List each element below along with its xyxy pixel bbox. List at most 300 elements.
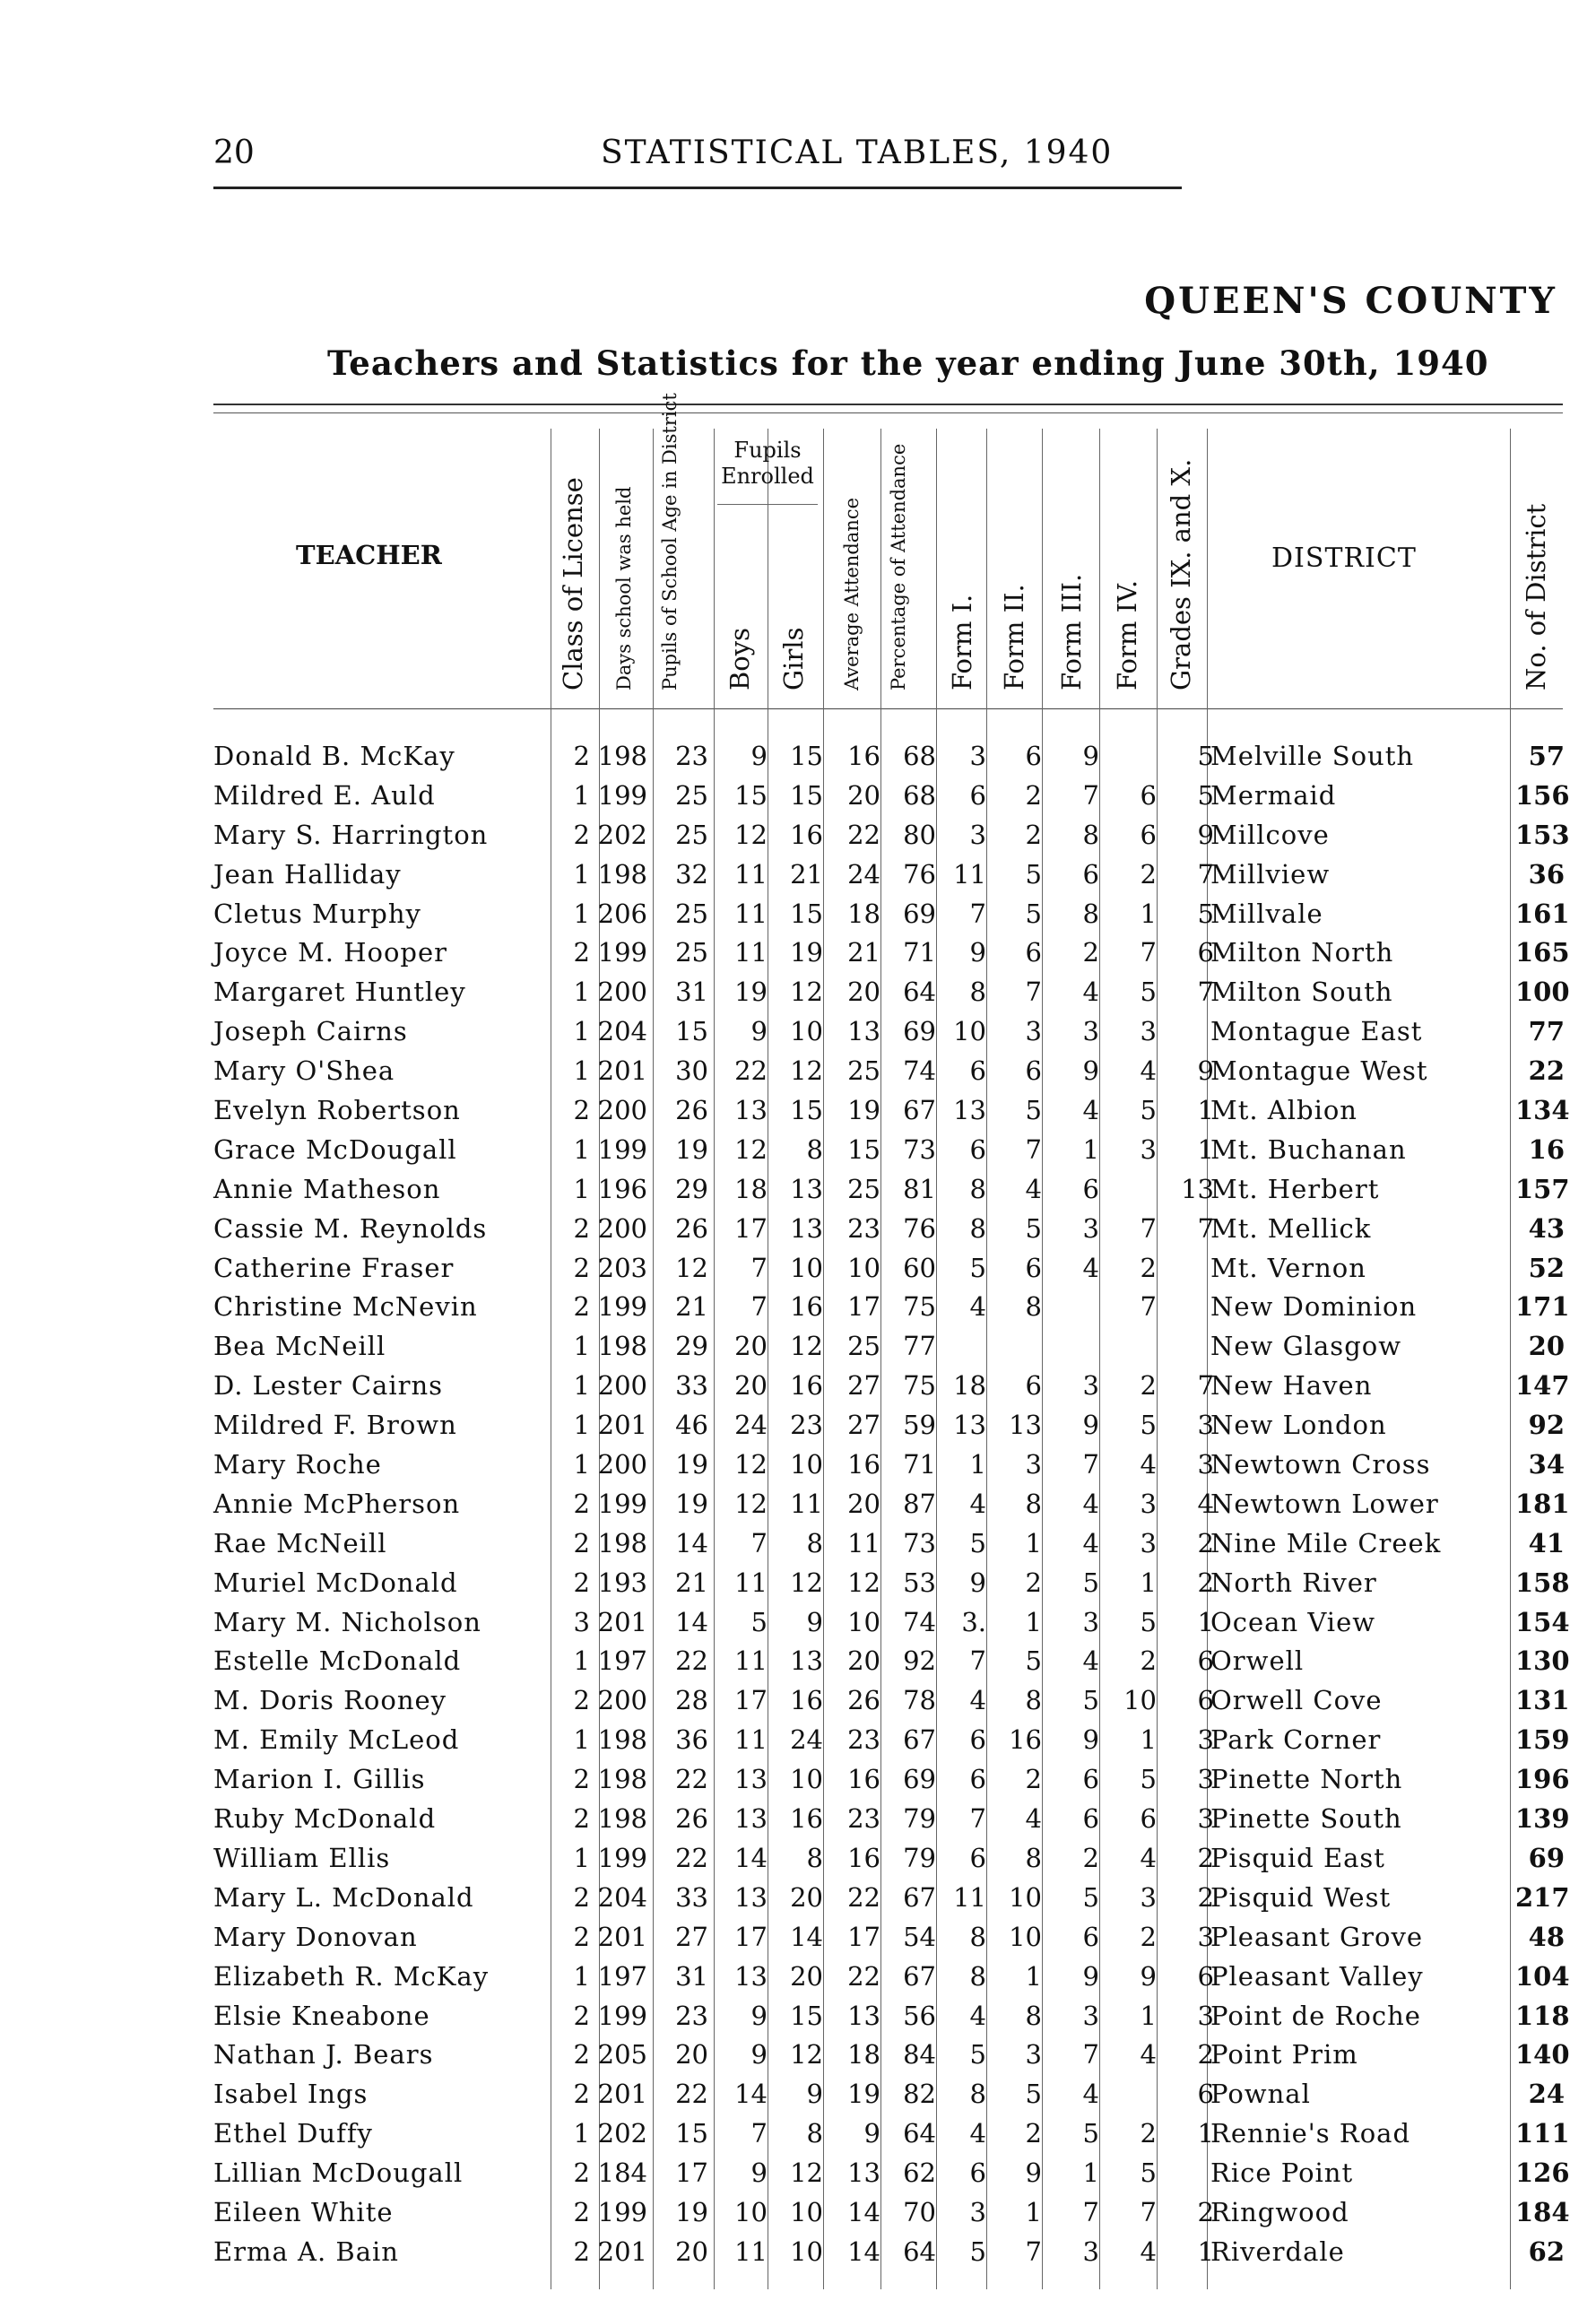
cell-days: 202 xyxy=(597,819,647,850)
cell-f2: 5 xyxy=(1025,898,1042,929)
cell-grades: 7 xyxy=(1197,858,1214,890)
cell-license: 1 xyxy=(573,1724,590,1756)
cell-f3: 3 xyxy=(1082,1212,1099,1244)
cell-days: 201 xyxy=(597,1410,647,1441)
cell-girls: 10 xyxy=(790,2236,823,2267)
cell-license: 1 xyxy=(573,1331,590,1362)
cell-f3: 4 xyxy=(1082,1095,1099,1126)
cell-district: Millcove xyxy=(1210,819,1330,850)
cell-f3: 7 xyxy=(1082,779,1099,811)
cell-grades: 1 xyxy=(1197,1095,1214,1126)
cell-f1: 4 xyxy=(969,1291,986,1323)
cell-teacher: Elsie Kneabone xyxy=(213,2000,430,2031)
cell-license: 1 xyxy=(573,977,590,1008)
cell-f4: 1 xyxy=(1140,1567,1157,1598)
cell-f3: 3 xyxy=(1082,2000,1099,2031)
cell-f1: 11 xyxy=(953,1881,986,1913)
cell-f2: 10 xyxy=(1009,1881,1042,1913)
cell-district: Ringwood xyxy=(1210,2196,1349,2227)
cell-teacher: Mary M. Nicholson xyxy=(213,1606,481,1637)
cell-pct: 67 xyxy=(903,1095,936,1126)
cell-boys: 11 xyxy=(734,1567,768,1598)
cell-avg: 23 xyxy=(847,1212,880,1244)
cell-girls: 12 xyxy=(790,1331,823,1362)
cell-no: 100 xyxy=(1515,977,1570,1008)
cell-boys: 13 xyxy=(734,1960,768,1992)
cell-no: 217 xyxy=(1515,1881,1570,1913)
cell-district: Pleasant Valley xyxy=(1210,1960,1424,1992)
cell-teacher: Lillian McDougall xyxy=(213,2157,464,2189)
cell-teacher: D. Lester Cairns xyxy=(213,1370,444,1402)
cell-avg: 14 xyxy=(847,2236,880,2267)
cell-boys: 7 xyxy=(750,1291,768,1323)
cell-f1: 7 xyxy=(969,1803,986,1835)
cell-f3: 6 xyxy=(1082,1803,1099,1835)
cell-boys: 14 xyxy=(734,1842,768,1873)
cell-teacher: William Ellis xyxy=(213,1842,391,1873)
cell-district: Mt. Buchanan xyxy=(1210,1133,1407,1165)
cell-days: 206 xyxy=(597,898,647,929)
cell-days: 196 xyxy=(597,1173,647,1204)
cell-f1: 5 xyxy=(969,2039,986,2071)
cell-pct: 69 xyxy=(903,1016,936,1047)
cell-age: 22 xyxy=(675,2079,708,2110)
cell-no: 154 xyxy=(1515,1606,1570,1637)
cell-f2: 1 xyxy=(1025,1527,1042,1558)
cell-avg: 18 xyxy=(847,2039,880,2071)
cell-teacher: Erma A. Bain xyxy=(213,2236,399,2267)
table-row xyxy=(0,1843,1596,1882)
cell-f2: 6 xyxy=(1025,1370,1042,1402)
cell-license: 2 xyxy=(573,1212,590,1244)
cell-girls: 16 xyxy=(790,1291,823,1323)
cell-f3: 6 xyxy=(1082,1764,1099,1795)
table-row xyxy=(0,1370,1596,1410)
cell-boys: 13 xyxy=(734,1764,768,1795)
cell-district: North River xyxy=(1210,1567,1377,1598)
cell-f2: 6 xyxy=(1025,1252,1042,1283)
cell-boys: 17 xyxy=(734,1685,768,1716)
cell-avg: 20 xyxy=(847,779,880,811)
cell-teacher: Ruby McDonald xyxy=(213,1803,437,1835)
cell-f2: 4 xyxy=(1025,1803,1042,1835)
cell-pct: 84 xyxy=(903,2039,936,2071)
cell-f3: 3 xyxy=(1082,1370,1099,1402)
cell-f2: 8 xyxy=(1025,2000,1042,2031)
cell-license: 2 xyxy=(573,2039,590,2071)
cell-girls: 12 xyxy=(790,977,823,1008)
cell-boys: 9 xyxy=(750,1016,768,1047)
cell-avg: 12 xyxy=(847,1567,880,1598)
cell-license: 1 xyxy=(573,898,590,929)
cell-license: 1 xyxy=(573,1410,590,1441)
cell-days: 200 xyxy=(597,1095,647,1126)
cell-f4: 10 xyxy=(1123,1685,1157,1716)
teacher-table-body xyxy=(0,741,1596,2276)
cell-f4: 4 xyxy=(1140,2039,1157,2071)
cell-age: 26 xyxy=(675,1212,708,1244)
cell-no: 196 xyxy=(1515,1764,1570,1795)
cell-f2: 6 xyxy=(1025,937,1042,968)
cell-grades: 3 xyxy=(1197,2000,1214,2031)
cell-district: New Haven xyxy=(1210,1370,1373,1402)
pupils-enrolled-rule xyxy=(717,504,818,505)
cell-f1: 8 xyxy=(969,1212,986,1244)
cell-no: 16 xyxy=(1528,1133,1565,1165)
cell-days: 201 xyxy=(597,1921,647,1952)
cell-days: 200 xyxy=(597,1449,647,1480)
cell-no: 126 xyxy=(1515,2157,1570,2189)
cell-teacher: Nathan J. Bears xyxy=(213,2039,434,2071)
cell-teacher: Annie Matheson xyxy=(213,1173,441,1204)
cell-age: 15 xyxy=(675,1016,708,1047)
cell-license: 1 xyxy=(573,1842,590,1873)
table-row xyxy=(0,1803,1596,1843)
cell-age: 21 xyxy=(675,1567,708,1598)
cell-teacher: Mary Donovan xyxy=(213,1921,418,1952)
cell-no: 41 xyxy=(1528,1527,1565,1558)
cell-avg: 20 xyxy=(847,1488,880,1519)
cell-f2: 3 xyxy=(1025,1016,1042,1047)
cell-grades: 1 xyxy=(1197,1133,1214,1165)
cell-age: 28 xyxy=(675,1685,708,1716)
table-row xyxy=(0,741,1596,780)
cell-days: 198 xyxy=(597,1803,647,1835)
cell-f4: 3 xyxy=(1140,1527,1157,1558)
cell-age: 46 xyxy=(675,1410,708,1441)
cell-district: Park Corner xyxy=(1210,1724,1382,1756)
cell-district: Orwell Cove xyxy=(1210,1685,1383,1716)
cell-f4: 4 xyxy=(1140,2236,1157,2267)
cell-f2: 5 xyxy=(1025,858,1042,890)
cell-f4: 2 xyxy=(1140,1370,1157,1402)
cell-no: 156 xyxy=(1515,779,1570,811)
cell-f1: 7 xyxy=(969,1645,986,1677)
cell-f3: 8 xyxy=(1082,898,1099,929)
cell-license: 2 xyxy=(573,1252,590,1283)
cell-pct: 76 xyxy=(903,858,936,890)
cell-boys: 13 xyxy=(734,1881,768,1913)
cell-district: Pisquid West xyxy=(1210,1881,1392,1913)
cell-teacher: Mary Roche xyxy=(213,1449,382,1480)
cell-district: Rennie's Road xyxy=(1210,2118,1411,2149)
cell-f1: 4 xyxy=(969,1685,986,1716)
cell-age: 32 xyxy=(675,858,708,890)
cell-avg: 26 xyxy=(847,1685,880,1716)
cell-grades: 2 xyxy=(1197,2039,1214,2071)
cell-girls: 8 xyxy=(806,1842,823,1873)
cell-license: 2 xyxy=(573,1803,590,1835)
cell-f3: 4 xyxy=(1082,1252,1099,1283)
cell-grades: 1 xyxy=(1197,1606,1214,1637)
table-row xyxy=(0,2039,1596,2079)
header-pupils-school-age: Pupils of School Age in District xyxy=(659,393,681,690)
cell-grades: 5 xyxy=(1197,898,1214,929)
cell-days: 198 xyxy=(597,1764,647,1795)
cell-no: 69 xyxy=(1528,1842,1565,1873)
cell-girls: 19 xyxy=(790,937,823,968)
cell-f4: 1 xyxy=(1140,1724,1157,1756)
cell-f4: 7 xyxy=(1140,1212,1157,1244)
cell-days: 200 xyxy=(597,1685,647,1716)
cell-boys: 20 xyxy=(734,1370,768,1402)
table-row xyxy=(0,1961,1596,2001)
cell-boys: 7 xyxy=(750,1527,768,1558)
cell-age: 23 xyxy=(675,2000,708,2031)
cell-teacher: Cassie M. Reynolds xyxy=(213,1212,488,1244)
cell-district: Point Prim xyxy=(1210,2039,1358,2071)
cell-grades: 7 xyxy=(1197,1370,1214,1402)
cell-days: 199 xyxy=(597,2000,647,2031)
cell-license: 2 xyxy=(573,937,590,968)
cell-girls: 20 xyxy=(790,1960,823,1992)
cell-days: 204 xyxy=(597,1881,647,1913)
table-row xyxy=(0,820,1596,859)
cell-boys: 13 xyxy=(734,1803,768,1835)
cell-girls: 16 xyxy=(790,1803,823,1835)
cell-age: 19 xyxy=(675,1449,708,1480)
cell-boys: 11 xyxy=(734,1645,768,1677)
cell-district: Montague East xyxy=(1210,1016,1423,1047)
cell-teacher: Rae McNeill xyxy=(213,1527,387,1558)
cell-f3: 4 xyxy=(1082,1645,1099,1677)
cell-license: 2 xyxy=(573,2196,590,2227)
cell-avg: 18 xyxy=(847,898,880,929)
cell-grades: 5 xyxy=(1197,741,1214,771)
cell-pct: 54 xyxy=(903,1921,936,1952)
cell-avg: 17 xyxy=(847,1291,880,1323)
cell-grades: 6 xyxy=(1197,1645,1214,1677)
cell-boys: 18 xyxy=(734,1173,768,1204)
cell-f4: 3 xyxy=(1140,1016,1157,1047)
cell-f1: 6 xyxy=(969,1133,986,1165)
cell-f3: 5 xyxy=(1082,1685,1099,1716)
cell-avg: 16 xyxy=(847,1449,880,1480)
cell-f2: 7 xyxy=(1025,2236,1042,2267)
cell-avg: 10 xyxy=(847,1606,880,1637)
cell-teacher: Cletus Murphy xyxy=(213,898,421,929)
header-rule xyxy=(213,187,1182,189)
cell-pct: 79 xyxy=(903,1803,936,1835)
cell-district: Mt. Albion xyxy=(1210,1095,1357,1126)
cell-teacher: Jean Halliday xyxy=(213,858,402,890)
cell-girls: 15 xyxy=(790,898,823,929)
cell-grades: 3 xyxy=(1197,1921,1214,1952)
cell-pct: 71 xyxy=(903,1449,936,1480)
cell-days: 199 xyxy=(597,937,647,968)
cell-f3: 7 xyxy=(1082,2039,1099,2071)
cell-district: Rice Point xyxy=(1210,2157,1354,2189)
cell-f1: 9 xyxy=(969,1567,986,1598)
cell-f2: 2 xyxy=(1025,779,1042,811)
cell-f4: 4 xyxy=(1140,1055,1157,1087)
cell-no: 22 xyxy=(1528,1055,1565,1087)
cell-grades: 2 xyxy=(1197,1567,1214,1598)
cell-f4: 6 xyxy=(1140,779,1157,811)
cell-teacher: Marion I. Gillis xyxy=(213,1764,426,1795)
cell-f3: 9 xyxy=(1082,1410,1099,1441)
cell-girls: 16 xyxy=(790,819,823,850)
cell-age: 21 xyxy=(675,1291,708,1323)
cell-f4: 2 xyxy=(1140,2118,1157,2149)
cell-grades: 6 xyxy=(1197,2079,1214,2110)
cell-pct: 59 xyxy=(903,1410,936,1441)
cell-f3: 1 xyxy=(1082,1133,1099,1165)
cell-girls: 12 xyxy=(790,2039,823,2071)
cell-district: Pisquid East xyxy=(1210,1842,1385,1873)
cell-no: 77 xyxy=(1528,1016,1565,1047)
cell-grades: 2 xyxy=(1197,1527,1214,1558)
table-row xyxy=(0,1253,1596,1292)
cell-license: 3 xyxy=(573,1606,590,1637)
cell-f3: 4 xyxy=(1082,1488,1099,1519)
cell-girls: 15 xyxy=(790,2000,823,2031)
cell-district: Mt. Mellick xyxy=(1210,1212,1372,1244)
cell-teacher: Catherine Fraser xyxy=(213,1252,455,1283)
cell-f4: 6 xyxy=(1140,1803,1157,1835)
cell-teacher: Bea McNeill xyxy=(213,1331,386,1362)
cell-days: 200 xyxy=(597,1212,647,1244)
cell-f1: 13 xyxy=(953,1410,986,1441)
cell-days: 198 xyxy=(597,858,647,890)
cell-age: 22 xyxy=(675,1645,708,1677)
cell-f3: 2 xyxy=(1082,1842,1099,1873)
cell-license: 1 xyxy=(573,1449,590,1480)
cell-no: 57 xyxy=(1528,741,1565,771)
cell-license: 2 xyxy=(573,2079,590,2110)
cell-age: 26 xyxy=(675,1803,708,1835)
cell-license: 2 xyxy=(573,2236,590,2267)
cell-age: 26 xyxy=(675,1095,708,1126)
cell-f3: 7 xyxy=(1082,2196,1099,2227)
header-boys: Boys xyxy=(724,627,755,690)
cell-days: 201 xyxy=(597,2079,647,2110)
cell-days: 200 xyxy=(597,1370,647,1402)
cell-age: 12 xyxy=(675,1252,708,1283)
cell-license: 2 xyxy=(573,1567,590,1598)
cell-pct: 73 xyxy=(903,1527,936,1558)
cell-pct: 64 xyxy=(903,2118,936,2149)
cell-girls: 10 xyxy=(790,1016,823,1047)
cell-teacher: Eileen White xyxy=(213,2196,394,2227)
cell-f4: 5 xyxy=(1140,1410,1157,1441)
cell-girls: 15 xyxy=(790,779,823,811)
cell-age: 23 xyxy=(675,741,708,771)
cell-f2: 7 xyxy=(1025,1133,1042,1165)
cell-grades: 1 xyxy=(1197,2118,1214,2149)
cell-license: 1 xyxy=(573,1173,590,1204)
cell-avg: 16 xyxy=(847,1764,880,1795)
cell-f4: 9 xyxy=(1140,1960,1157,1992)
cell-f1: 8 xyxy=(969,2079,986,2110)
cell-teacher: Mildred E. Auld xyxy=(213,779,436,811)
cell-f3: 6 xyxy=(1082,858,1099,890)
cell-girls: 15 xyxy=(790,741,823,771)
cell-age: 22 xyxy=(675,1842,708,1873)
cell-f1: 3 xyxy=(969,741,986,771)
cell-girls: 14 xyxy=(790,1921,823,1952)
cell-f1: 6 xyxy=(969,2157,986,2189)
cell-pct: 62 xyxy=(903,2157,936,2189)
header-grades-ix-x: Grades IX. and X. xyxy=(1166,458,1196,690)
table-row xyxy=(0,1449,1596,1489)
table-row xyxy=(0,1016,1596,1055)
cell-f1: 13 xyxy=(953,1095,986,1126)
cell-license: 1 xyxy=(573,1960,590,1992)
cell-license: 2 xyxy=(573,2157,590,2189)
cell-boys: 24 xyxy=(734,1410,768,1441)
cell-teacher: Grace McDougall xyxy=(213,1133,457,1165)
cell-boys: 12 xyxy=(734,1449,768,1480)
cell-district: Riverdale xyxy=(1210,2236,1345,2267)
cell-f2: 8 xyxy=(1025,1685,1042,1716)
cell-f4: 7 xyxy=(1140,937,1157,968)
cell-license: 2 xyxy=(573,1095,590,1126)
running-head: STATISTICAL TABLES, 1940 xyxy=(601,135,1114,171)
cell-grades: 2 xyxy=(1197,1842,1214,1873)
cell-license: 2 xyxy=(573,1764,590,1795)
cell-f3: 9 xyxy=(1082,741,1099,771)
table-row xyxy=(0,1607,1596,1646)
county-title: QUEEN'S COUNTY xyxy=(1144,280,1557,322)
cell-pct: 75 xyxy=(903,1370,936,1402)
header-district: DISTRICT xyxy=(1271,543,1417,574)
cell-no: 20 xyxy=(1528,1331,1565,1362)
cell-license: 2 xyxy=(573,741,590,771)
cell-avg: 22 xyxy=(847,1881,880,1913)
cell-district: Orwell xyxy=(1210,1645,1305,1677)
cell-avg: 16 xyxy=(847,1842,880,1873)
cell-girls: 15 xyxy=(790,1095,823,1126)
cell-f1: 11 xyxy=(953,858,986,890)
cell-pct: 64 xyxy=(903,977,936,1008)
cell-boys: 22 xyxy=(734,1055,768,1087)
cell-no: 36 xyxy=(1528,858,1565,890)
cell-boys: 7 xyxy=(750,2118,768,2149)
cell-f4: 6 xyxy=(1140,819,1157,850)
cell-avg: 24 xyxy=(847,858,880,890)
cell-teacher: Muriel McDonald xyxy=(213,1567,458,1598)
cell-avg: 21 xyxy=(847,937,880,968)
cell-boys: 19 xyxy=(734,977,768,1008)
cell-avg: 25 xyxy=(847,1055,880,1087)
cell-avg: 20 xyxy=(847,977,880,1008)
cell-grades: 9 xyxy=(1197,1055,1214,1087)
cell-no: 139 xyxy=(1515,1803,1570,1835)
cell-girls: 23 xyxy=(790,1410,823,1441)
cell-days: 198 xyxy=(597,1527,647,1558)
header-no-of-district: No. of District xyxy=(1521,503,1551,690)
cell-grades: 3 xyxy=(1197,1724,1214,1756)
table-row xyxy=(0,1134,1596,1174)
table-row xyxy=(0,977,1596,1016)
cell-f1: 8 xyxy=(969,1173,986,1204)
cell-f1: 9 xyxy=(969,937,986,968)
cell-pct: 60 xyxy=(903,1252,936,1283)
cell-no: 184 xyxy=(1515,2196,1570,2227)
header-pupils-enrolled: Fupils Enrolled xyxy=(721,438,814,489)
cell-avg: 19 xyxy=(847,1095,880,1126)
cell-grades: 7 xyxy=(1197,1212,1214,1244)
cell-f3: 4 xyxy=(1082,1527,1099,1558)
cell-boys: 7 xyxy=(750,1252,768,1283)
cell-days: 199 xyxy=(597,2196,647,2227)
cell-license: 1 xyxy=(573,2118,590,2149)
cell-f4: 4 xyxy=(1140,1449,1157,1480)
cell-district: Mermaid xyxy=(1210,779,1337,811)
cell-days: 198 xyxy=(597,1331,647,1362)
cell-girls: 9 xyxy=(806,1606,823,1637)
